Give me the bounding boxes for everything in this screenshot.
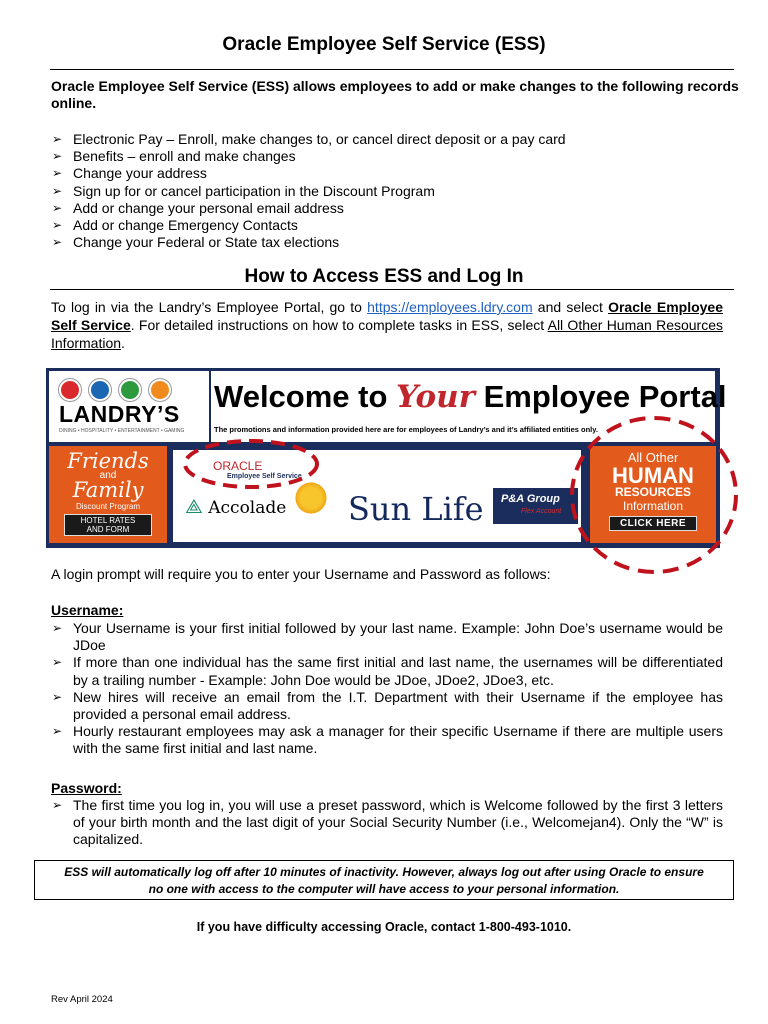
arrow-bullet-icon: ➢: [52, 166, 63, 181]
portal-link[interactable]: https://employees.ldry.com: [367, 299, 533, 315]
list-item: ➢ Your Username is your first initial followed by your last name. Example: John Doe’s username would be JDoe: [52, 620, 723, 654]
access-paragraph: To log in via the Landry’s Employee Portal, go to https://employees.ldry.com and select Oracle Employee Self Service. For detailed instructions on how to complete tasks in ESS, select All Other Human Resources Information.: [51, 299, 723, 351]
list-item: ➢ Electronic Pay – Enroll, make changes to, or cancel direct deposit or a pay card: [52, 131, 566, 147]
pa-group-logo[interactable]: P&A Group Flex Account: [493, 488, 578, 524]
list-item: ➢ Sign up for or cancel participation in the Discount Program: [52, 182, 435, 199]
arrow-bullet-icon: ➢: [52, 724, 63, 739]
page-title: Oracle Employee Self Service (ESS): [222, 34, 546, 55]
welcome-subtitle: The promotions and information provided here are for employees of Landry’s and it’s affiliated entities only.: [214, 425, 598, 434]
list-item: ➢ If more than one individual has the same first initial and last name, the usernames will be differentiated by a trailing number - Example: John Doe would be JDoe, JDoe2, JDoe3, etc.: [52, 654, 723, 688]
arrow-bullet-icon: ➢: [52, 183, 63, 198]
access-heading: How to Access ESS and Log In: [244, 266, 524, 287]
list-item: ➢ Change your Federal or State tax elections: [52, 234, 340, 251]
click-here-button[interactable]: CLICK HERE: [609, 516, 697, 531]
arrow-bullet-icon: ➢: [52, 218, 63, 233]
accolade-logo[interactable]: ⟁ Accolade: [185, 494, 287, 518]
arrow-bullet-icon: ➢: [52, 149, 63, 164]
password-list: [51, 797, 723, 849]
login-prompt: A login prompt will require you to enter your Username and Password as follows:: [51, 566, 551, 582]
arrow-bullet-icon: ➢: [52, 689, 63, 704]
oracle-ess-label[interactable]: Employee Self Service: [227, 473, 302, 480]
hr-info-link[interactable]: All Other Human Resources Information: [51, 317, 723, 351]
list-item: ➢ Add or change your personal email address: [52, 199, 344, 216]
hr-info-tile[interactable]: All Other HUMAN RESOURCES Information CLICK HERE: [590, 446, 716, 543]
sunlife-logo[interactable]: Sun Life: [348, 490, 484, 528]
brand-tagline: DINING • HOSPITALITY • ENTERTAINMENT • GAMING: [59, 428, 185, 434]
list-item: ➢ The first time you log in, you will use a preset password, which is Welcome followed by the first 3 letters of your birth month and the last digit of your Social Security Number (i.e., Welcomejan4). Only the “W” is capitalized.: [52, 797, 723, 848]
password-label: Password:: [51, 780, 122, 796]
arrow-bullet-icon: ➢: [52, 132, 63, 146]
oracle-ess-link[interactable]: Oracle Employee Self Service: [51, 299, 723, 333]
intro-text: Oracle Employee Self Service (ESS) allows employees to add or make changes to the following records online.: [51, 78, 739, 111]
list-item: ➢ New hires will receive an email from the I.T. Department with their Username if the employee has provided a personal email address.: [52, 688, 723, 723]
list-item: ➢ Change your address: [52, 165, 207, 182]
hr-highlight-circle: [572, 418, 736, 572]
contact-info: If you have difficulty accessing Oracle, contact 1-800-493-1010.: [196, 920, 572, 934]
arrow-bullet-icon: ➢: [52, 798, 63, 812]
oracle-logo[interactable]: ORACLE: [213, 459, 263, 473]
arrow-bullet-icon: ➢: [52, 200, 63, 215]
welcome-title: Welcome to Your Employee Portal: [214, 379, 727, 415]
friends-family-tile[interactable]: Friends and Family Discount Program HOTEL RATES AND FORM: [49, 446, 167, 543]
hotel-rates-button[interactable]: HOTEL RATES AND FORM: [64, 514, 152, 536]
list-item: ➢ Hourly restaurant employees may ask a manager for their specific Username if there are multiple users with the same first initial and last name.: [52, 723, 723, 757]
accolade-icon: ⟁: [185, 494, 203, 518]
arrow-bullet-icon: ➢: [52, 235, 63, 250]
username-label: Username:: [51, 602, 124, 618]
arrow-bullet-icon: ➢: [52, 621, 63, 635]
arrow-bullet-icon: ➢: [52, 655, 63, 670]
revision-date: Rev April 2024: [51, 994, 113, 1005]
username-list: [51, 620, 723, 758]
list-item: ➢ Benefits – enroll and make changes: [52, 148, 296, 165]
inactivity-notice: ESS will automatically log off after 10 minutes of inactivity. However, always log out after using Oracle to ensure no one with access to the computer will have access to your personal information.: [34, 860, 734, 900]
oracle-highlight-circle: [185, 441, 317, 487]
list-item: ➢ Add or change Emergency Contacts: [52, 217, 298, 234]
brand-name: LANDRY’S: [59, 401, 180, 427]
